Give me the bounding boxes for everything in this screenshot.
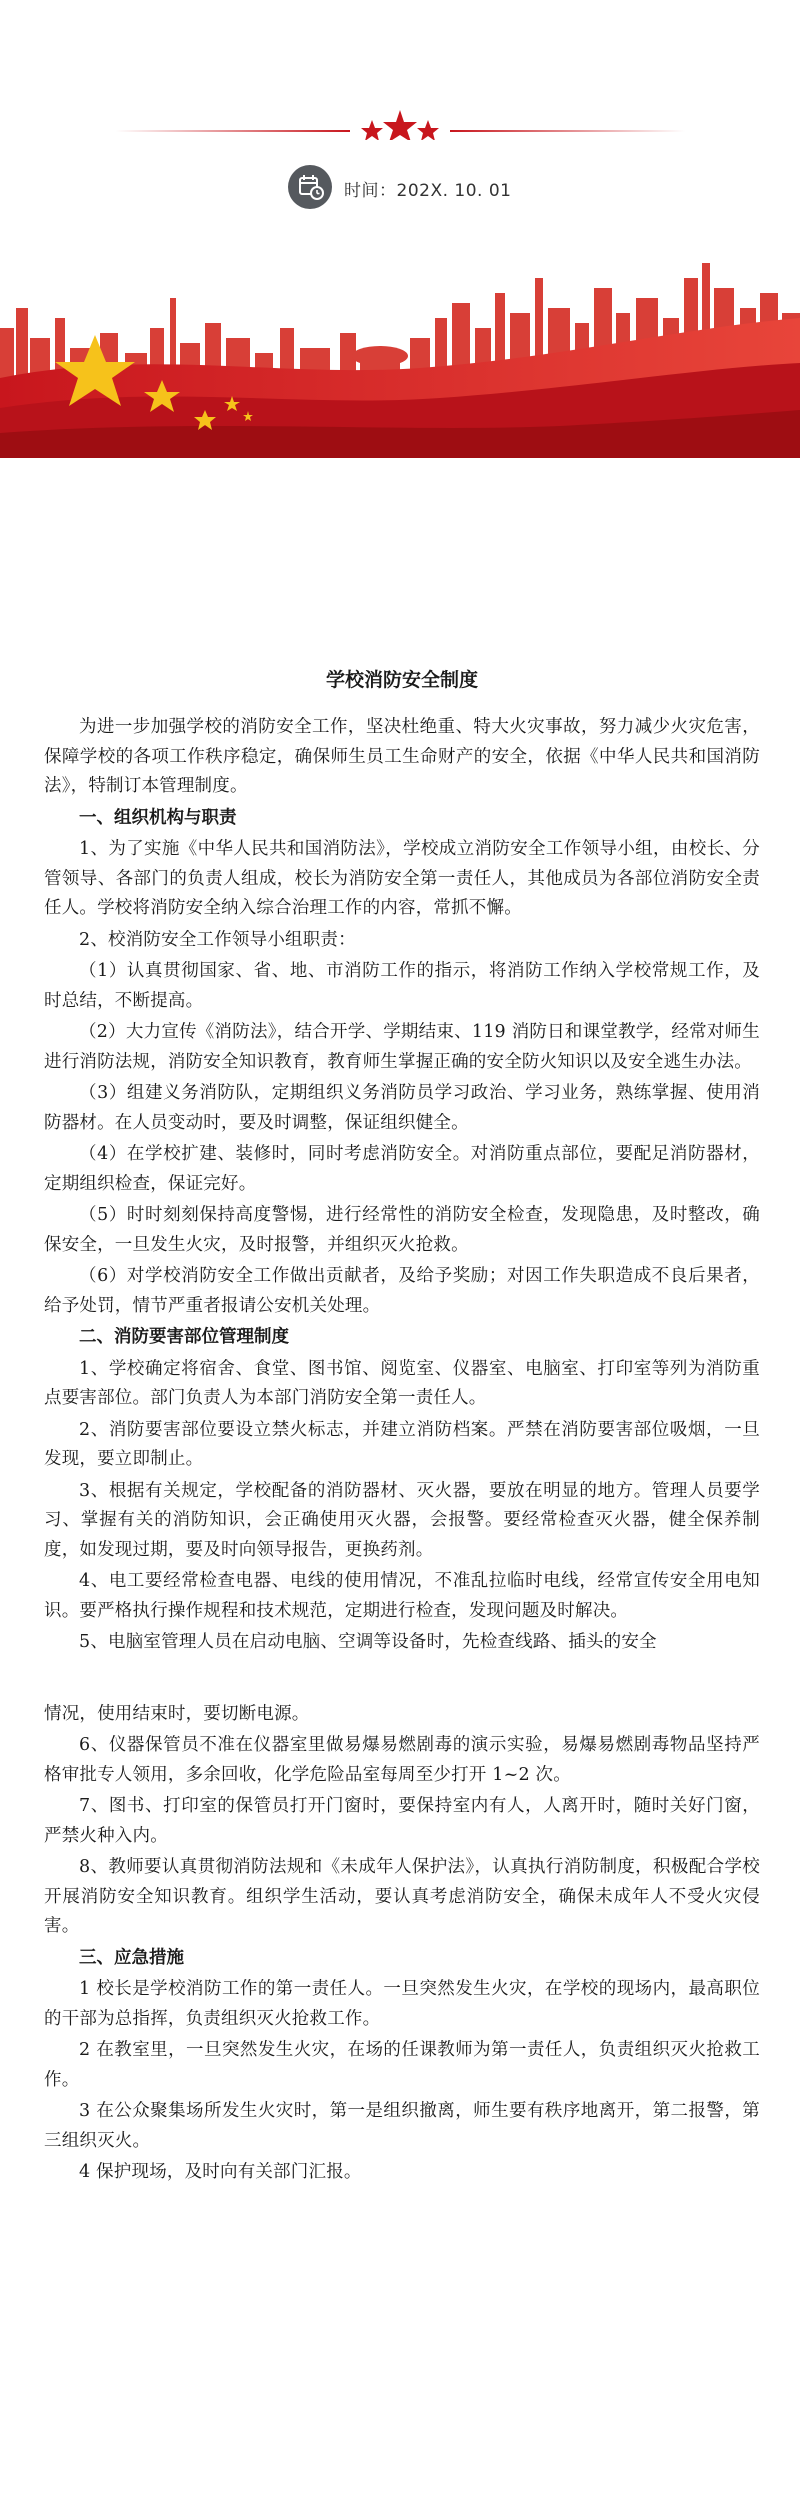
paragraph: 2 在教室里，一旦突然发生火灾，在场的任课教师为第一责任人，负责组织灭火抢救工作。 xyxy=(44,2040,760,2090)
page-break-gap xyxy=(44,1660,760,1700)
publish-time: 时间：202X. 10. 01 xyxy=(344,181,512,201)
paragraph: 3、根据有关规定，学校配备的消防器材、灭火器，要放在明显的地方。管理人员要学习、掌握有关的消防知识，会正确使用灭火器，会报警。要经常检查灭火器，健全保养制度，如发现过期，要及时向领导报告，更换药剂。 xyxy=(44,1480,760,1560)
paragraph: 4、电工要经常检查电器、电线的使用情况，不准乱拉临时电线，经常宣传安全用电知识。要严格执行操作规程和技术规范，定期进行检查，发现问题及时解决。 xyxy=(44,1571,760,1621)
paragraph: 为进一步加强学校的消防安全工作，坚决杜绝重、特大火灾事故，努力减少火灾危害，保障学校的各项工作秩序稳定，确保师生员工生命财产的安全，依据《中华人民共和国消防法》，特制订本管理制度。 xyxy=(44,717,760,796)
header-stars-divider xyxy=(0,100,800,140)
section-heading: 三、应急措施 xyxy=(79,1947,184,1968)
article xyxy=(44,665,760,2190)
paragraph: 4 保护现场，及时向有关部门汇报。 xyxy=(79,2162,362,2182)
paragraph: 情况，使用结束时，要切断电源。 xyxy=(44,1703,310,1724)
paragraph: 7、图书、打印室的保管员打开门窗时，要保持室内有人，人离开时，随时关好门窗，严禁火种入内。 xyxy=(44,1796,760,1846)
paragraph: 2、消防要害部位要设立禁火标志，并建立消防档案。严禁在消防要害部位吸烟，一旦发现，要立即制止。 xyxy=(44,1419,760,1469)
paragraph: （1）认真贯彻国家、省、地、市消防工作的指示，将消防工作纳入学校常规工作，及时总结，不断提高。 xyxy=(44,961,760,1011)
paragraph: （3）组建义务消防队，定期组织义务消防员学习政治、学习业务，熟练掌握、使用消防器材。在人员变动时，要及时调整，保证组织健全。 xyxy=(44,1083,760,1133)
paragraph: （4）在学校扩建、装修时，同时考虑消防安全。对消防重点部位，要配足消防器材，定期组织检查，保证完好。 xyxy=(44,1144,760,1194)
section-heading: 一、组织机构与职责 xyxy=(79,807,237,828)
paragraph: 3 在公众聚集场所发生火灾时，第一是组织撤离，师生要有秩序地离开，第二报警，第三组织灭火。 xyxy=(44,2101,760,2151)
paragraph: （6）对学校消防安全工作做出贡献者，及给予奖励；对因工作失职造成不良后果者，给予处罚，情节严重者报请公安机关处理。 xyxy=(44,1266,760,1316)
paragraph: 1、为了实施《中华人民共和国消防法》，学校成立消防安全工作领导小组，由校长、分管领导、各部门的负责人组成，校长为消防安全第一责任人，其他成员为各部位消防安全责任人。学校将消防安全纳入综合治理工作的内容，常抓不懈。 xyxy=(44,839,760,918)
paragraph: 8、教师要认真贯彻消防法规和《未成年人保护法》，认真执行消防制度，积极配合学校开展消防安全知识教育。组织学生活动，要认真考虑消防安全，确保未成年人不受火灾侵害。 xyxy=(44,1857,760,1936)
paragraph: 1 校长是学校消防工作的第一责任人。一旦突然发生火灾，在学校的现场内，最高职位的干部为总指挥，负责组织灭火抢救工作。 xyxy=(44,1979,760,2029)
star-icon xyxy=(361,120,383,140)
publish-time-row xyxy=(0,165,800,209)
paragraph: 1、学校确定将宿舍、食堂、图书馆、阅览室、仪器室、电脑室、打印室等列为消防重点要害部位。部门负责人为本部门消防安全第一责任人。 xyxy=(44,1358,760,1408)
star-icon xyxy=(383,110,417,140)
paragraph: 5、电脑室管理人员在启动电脑、空调等设备时，先检查线路、插头的安全 xyxy=(79,1632,657,1652)
paragraph: 2、校消防安全工作领导小组职责： xyxy=(79,929,356,950)
article-title: 学校消防安全制度 xyxy=(325,669,478,691)
article-body xyxy=(44,713,760,2188)
paragraph: 6、仪器保管员不准在仪器室里做易爆易燃剧毒的演示实验，易爆易燃剧毒物品坚持严格审批专人领用，多余回收，化学危险品室每周至少打开 1~2 次。 xyxy=(44,1735,760,1785)
star-icon xyxy=(417,120,439,140)
red-skyline-banner xyxy=(0,258,800,458)
section-heading: 二、消防要害部位管理制度 xyxy=(79,1327,289,1347)
paragraph: （5）时时刻刻保持高度警惕，进行经常性的消防安全检查，发现隐患，及时整改，确保安全，一旦发生火灾，及时报警，并组织灭火抢救。 xyxy=(44,1205,760,1255)
paragraph: （2）大力宣传《消防法》，结合开学、学期结束、119 消防日和课堂教学，经常对师生进行消防法规，消防安全知识教育，教育师生掌握正确的安全防火知识以及安全逃生办法。 xyxy=(44,1022,760,1072)
calendar-clock-icon xyxy=(288,165,332,209)
